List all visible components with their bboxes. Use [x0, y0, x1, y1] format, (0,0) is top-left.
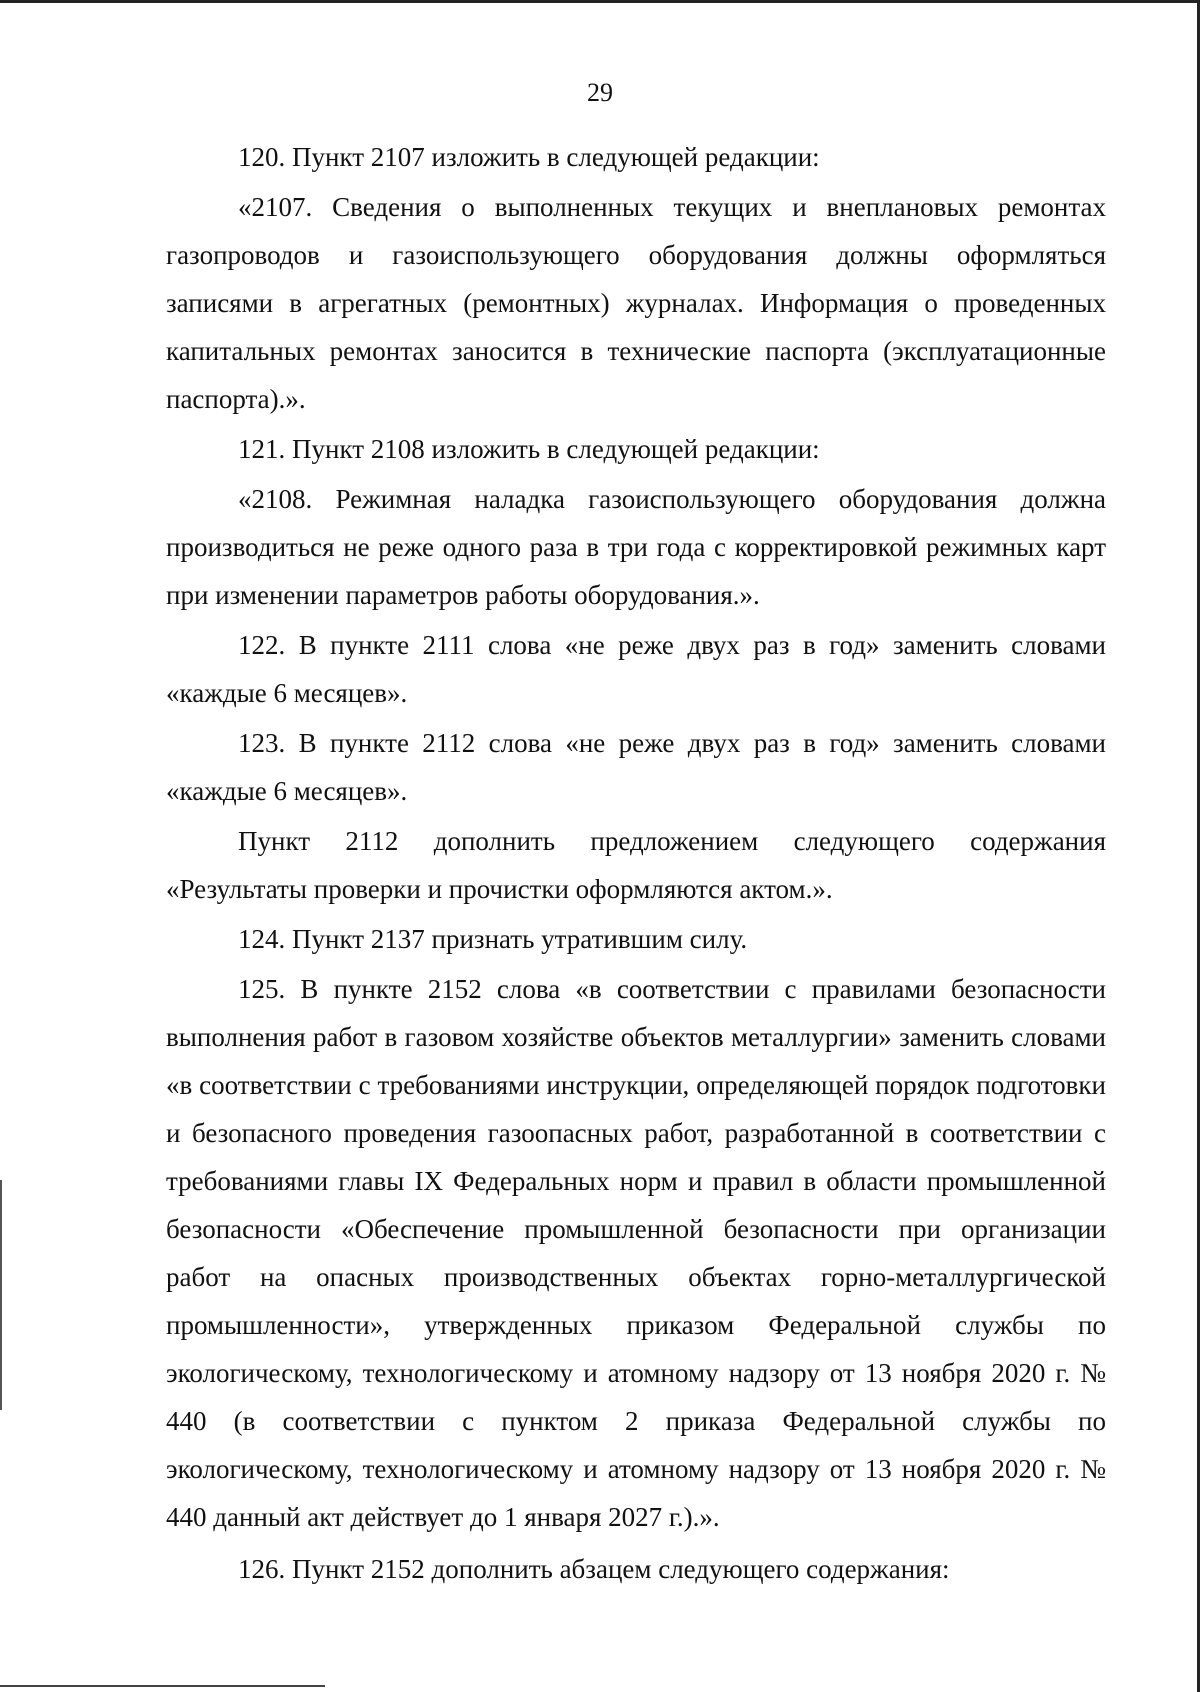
page-number: 29: [587, 78, 613, 107]
document-body: [166, 133, 1106, 1593]
paragraph-2112-addition: Пункт 2112 дополнить предложением следующего содержания «Результаты проверки и прочистки оформляются актом.».: [166, 826, 1106, 904]
scan-border-bottom: [0, 1685, 325, 1687]
paragraph-125: 125. В пункте 2152 слова «в соответствии с правилами безопасности выполнения работ в газовом хозяйстве объектов металлургии» заменить словами «в соответствии с требованиями инструкции, определяющей порядок подготовки и безопасного проведения газоопасных работ, разработанной в соответствии с требованиями главы IX Федеральных норм и правил в области промышленной безопасности «Обеспечение промышленной безопасности при организации работ на опасных производственных объектах горно-металлургической промышленности», утвержденных приказом Федеральной службы по экологическому, технологическому и атомному надзору от 13 ноября 2020 г. № 440 (в соответствии с пунктом 2 приказа Федеральной службы по экологическому, технологическому и атомному надзору от 13 ноября 2020 г. № 440 данный акт действует до 1 января 2027 г.).».: [166, 974, 1106, 1532]
paragraph-124: 124. Пункт 2137 признать утратившим силу.: [238, 924, 748, 954]
paragraph-2108-text: «2108. Режимная наладка газоиспользующего оборудования должна производиться не реже одного раза в три года с корректировкой режимных карт при изменении параметров работы оборудования.».: [166, 484, 1106, 610]
paragraph-2107-text: «2107. Сведения о выполненных текущих и внеплановых ремонтах газопроводов и газоиспользующего оборудования должны оформляться записями в агрегатных (ремонтных) журналах. Информация о проведенных капитальных ремонтах заносится в технические паспорта (эксплуатационные паспорта).».: [166, 192, 1106, 414]
paragraph-126: 126. Пункт 2152 дополнить абзацем следующего содержания:: [238, 1554, 950, 1584]
paragraph-122: 122. В пункте 2111 слова «не реже двух раз в год» заменить словами «каждые 6 месяцев».: [166, 630, 1106, 708]
scan-border-left: [0, 1180, 2, 1410]
paragraph-123: 123. В пункте 2112 слова «не реже двух раз в год» заменить словами «каждые 6 месяцев».: [166, 728, 1106, 806]
paragraph-120: 120. Пункт 2107 изложить в следующей редакции:: [238, 142, 820, 172]
scan-border-top: [0, 0, 1200, 3]
paragraph-121: 121. Пункт 2108 изложить в следующей редакции:: [238, 434, 820, 464]
